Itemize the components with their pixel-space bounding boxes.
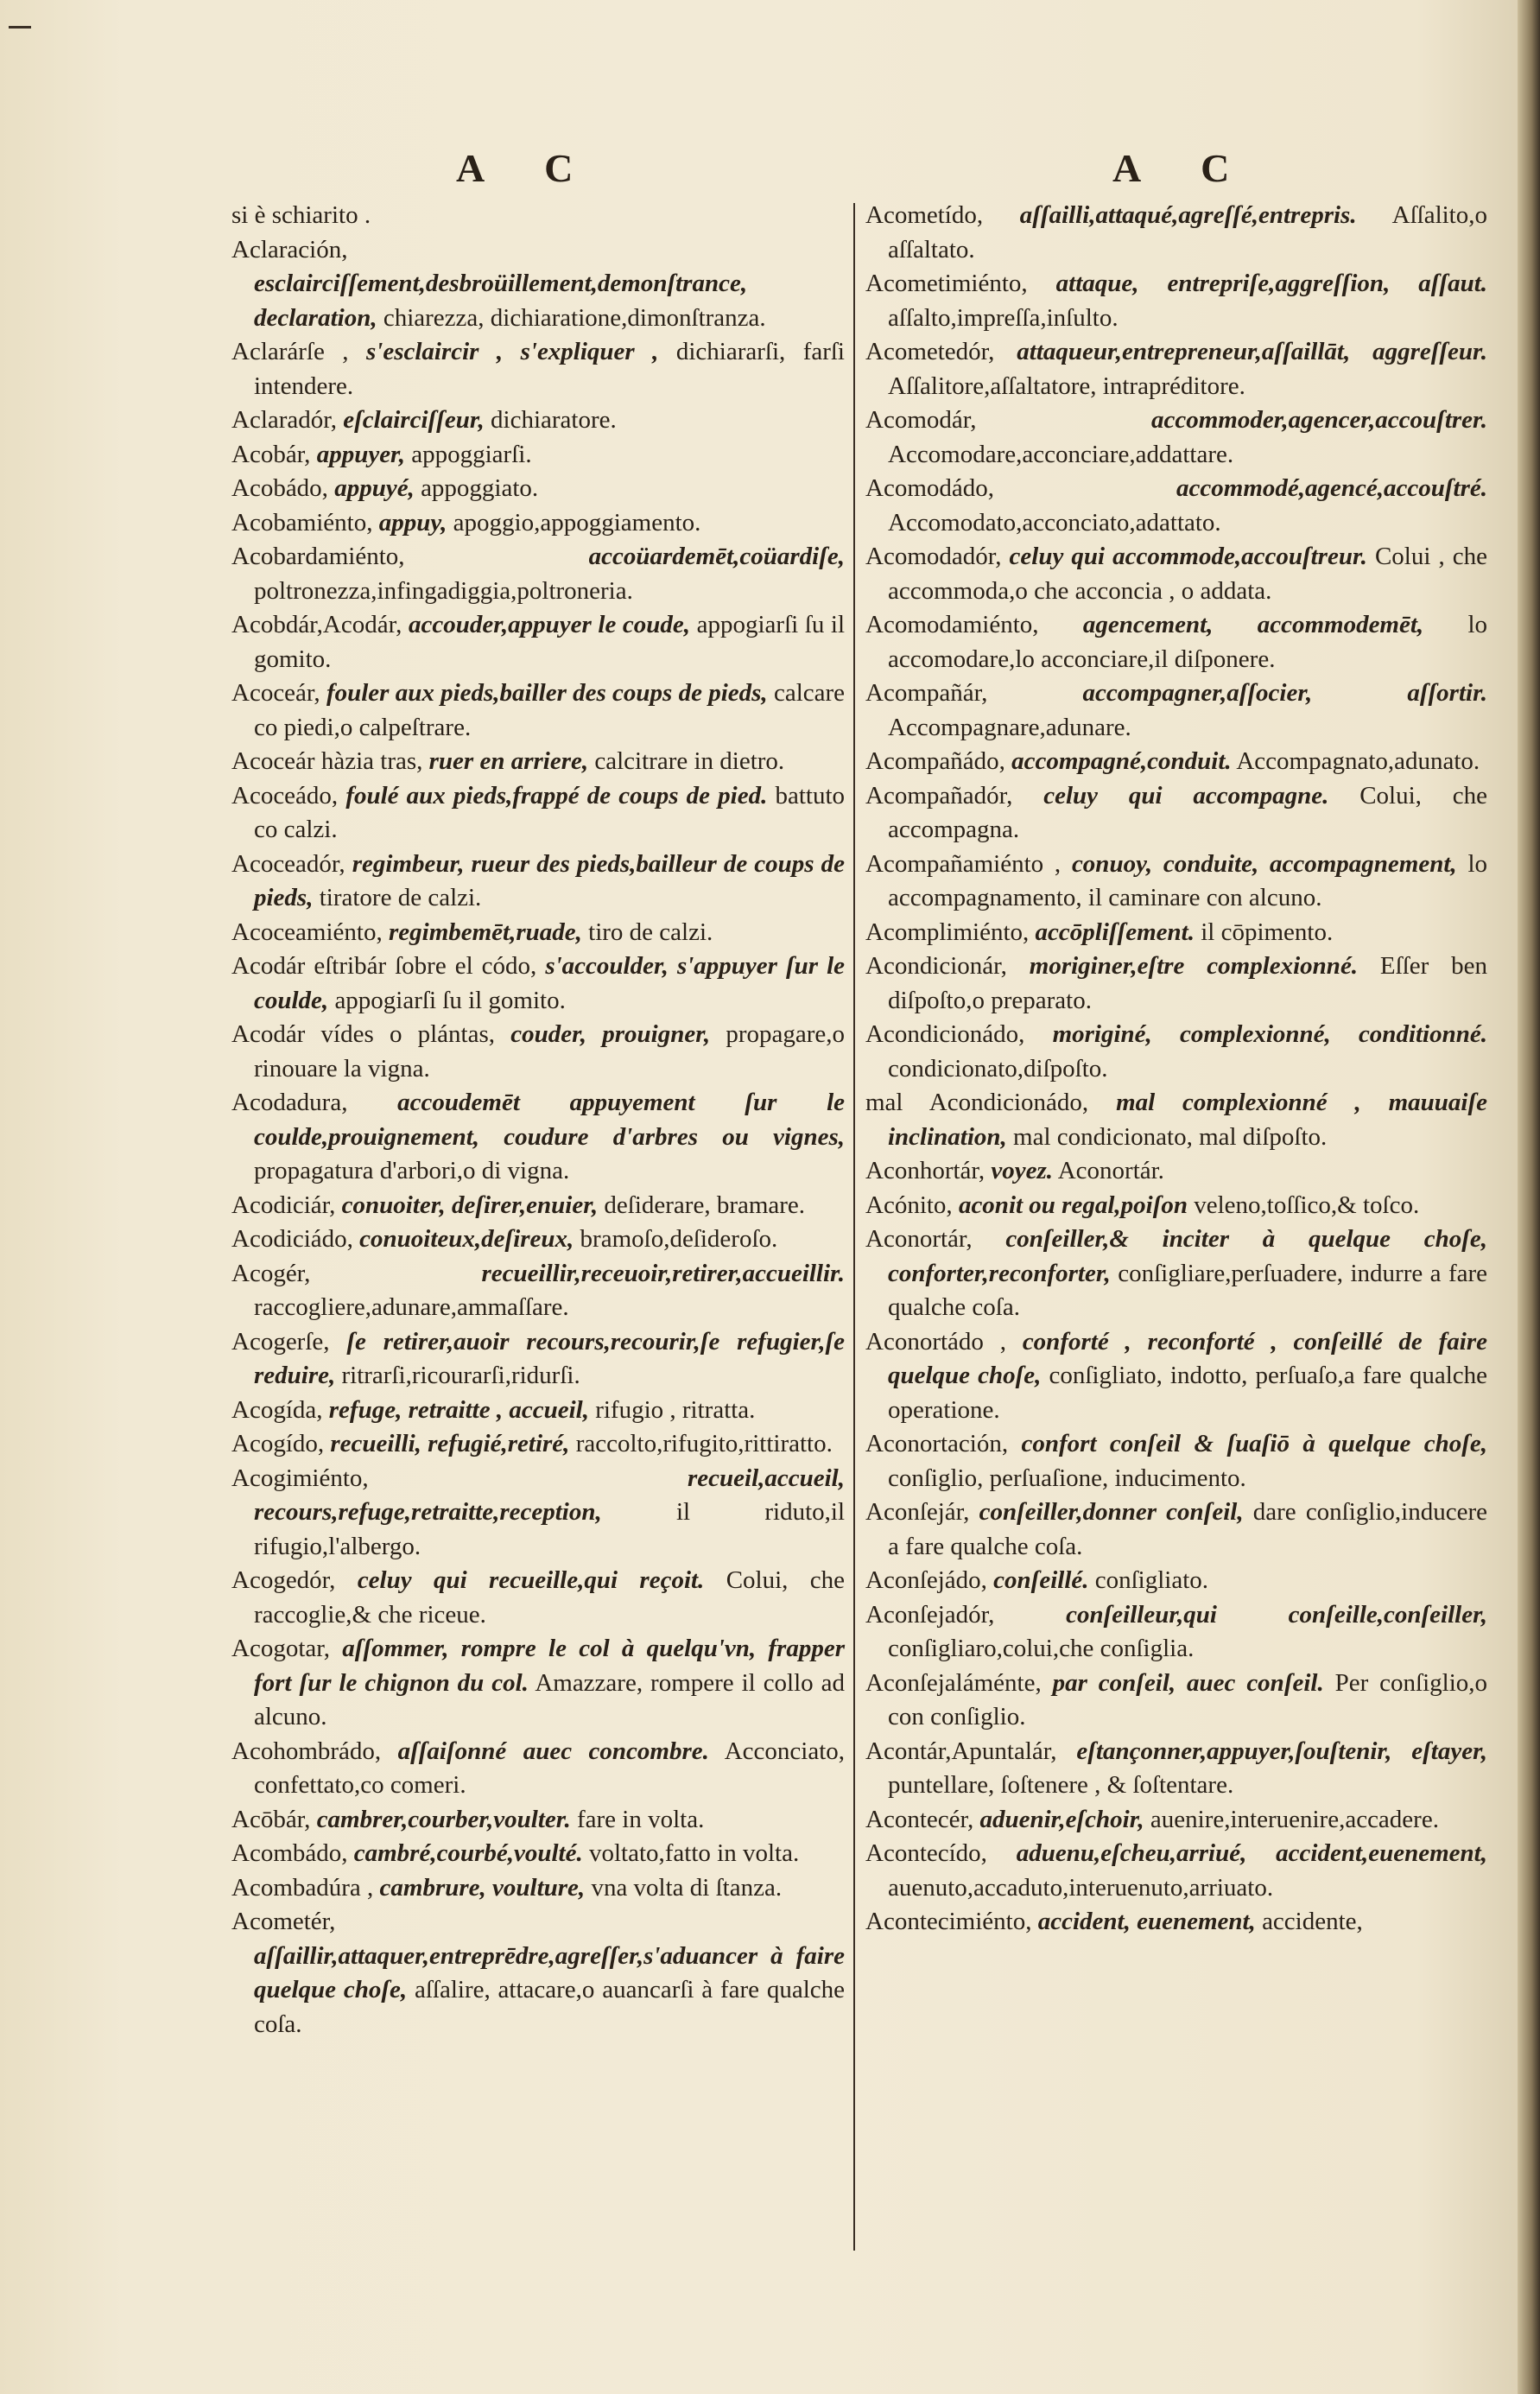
headword: Acometído, — [865, 201, 984, 229]
dictionary-entry — [231, 1632, 845, 1735]
french-gloss: celuy qui recueille,qui reçoit. — [357, 1566, 705, 1594]
headword: Aconſejaláménte, — [865, 1668, 1042, 1697]
dictionary-entry — [865, 949, 1487, 1018]
french-gloss: conſeillé. — [993, 1566, 1089, 1594]
headword: Acomodamiénto, — [865, 611, 1039, 638]
headword: Acontecér, — [865, 1805, 974, 1833]
french-gloss: cambré,courbé,voulté. — [353, 1839, 583, 1867]
headword: Acontár,Apuntalár, — [865, 1737, 1057, 1765]
italian-gloss: Accomodare,acconciare,addattare. — [888, 440, 1234, 468]
headword: Acometimiénto, — [865, 270, 1028, 297]
dictionary-entry — [231, 233, 845, 336]
italian-gloss: lo accomodare,lo acconciare,il diſponere. — [888, 611, 1488, 673]
french-gloss: appuyer, — [316, 440, 405, 468]
dictionary-entry — [231, 1189, 845, 1223]
headword: Aconſejár, — [865, 1498, 970, 1526]
headword: Acoceár, — [231, 679, 320, 707]
headword: Acombadúra , — [231, 1873, 374, 1902]
italian-gloss: si è schiarito . — [231, 201, 371, 229]
italian-gloss: il cōpimento. — [1201, 918, 1334, 946]
french-gloss: agencement, accommodemēt, — [1082, 611, 1424, 638]
italian-gloss: bramoſo,deſideroſo. — [580, 1225, 778, 1253]
french-gloss: eſtançonner,appuyer,ſouſtenir, eſtayer, — [1076, 1737, 1488, 1765]
dictionary-entry — [865, 1018, 1487, 1086]
headword: Acontecimiénto, — [865, 1908, 1032, 1935]
headword: Acobamiénto, — [231, 508, 373, 537]
french-gloss: recueillir,receuoir,retirer,accueillir. — [481, 1259, 845, 1287]
french-gloss: accompagné,conduit. — [1011, 747, 1232, 775]
dictionary-entry — [865, 1086, 1487, 1154]
french-gloss: aſſaillir,attaquer,entreprēdre,agreſſer,s'aduancer à faire quelque choſe, — [254, 1941, 845, 2003]
italian-gloss: conſigliaro,colui,che conſiglia. — [888, 1635, 1195, 1662]
dictionary-entry — [231, 608, 845, 676]
italian-gloss: rifugio , ritratta. — [595, 1395, 756, 1424]
dictionary-entry — [865, 472, 1487, 540]
dictionary-entry — [231, 779, 845, 848]
headword: Acoceadór, — [231, 849, 345, 878]
french-gloss: ruer en arriere, — [428, 747, 589, 775]
italian-gloss: appogiarſi ſu il gomito. — [254, 611, 846, 673]
italian-gloss: conſigliato. — [1094, 1566, 1209, 1594]
headword: Acometér, — [231, 1908, 336, 1935]
french-gloss: aſſommer, rompre le col à quelqu'vn, frapper fort ſur le chignon du col. — [254, 1635, 846, 1697]
italian-gloss: Aſſalitore,aſſaltatore, intrapréditore. — [888, 371, 1245, 400]
dictionary-entry — [231, 1325, 845, 1394]
italian-gloss: aſſalto,impreſſa,inſulto. — [888, 303, 1119, 332]
french-gloss: appuyé, — [334, 474, 415, 502]
dictionary-entry — [231, 848, 845, 916]
headword: Acogotar, — [231, 1635, 330, 1662]
italian-gloss: raccolto,rifugito,rittiratto. — [575, 1430, 833, 1457]
headword: Aclarárſe , — [231, 338, 349, 365]
headword: Aconhortár, — [865, 1157, 985, 1184]
french-gloss: conſeilleur,qui conſeille,conſeiller, — [1066, 1600, 1488, 1629]
dictionary-entry — [231, 1462, 845, 1565]
dictionary-entry — [865, 1189, 1487, 1223]
dictionary-entry — [865, 1803, 1487, 1838]
italian-gloss: propagare,o rinouare la vigna. — [254, 1020, 846, 1083]
headword: Acogída, — [231, 1395, 323, 1424]
dictionary-entry — [865, 540, 1487, 608]
french-gloss: aconit ou regal,poiſon — [958, 1191, 1188, 1219]
dictionary-entry — [231, 1086, 845, 1189]
italian-gloss: Aconortár. — [1057, 1157, 1164, 1184]
italian-gloss: deſiderare, bramare. — [604, 1191, 806, 1219]
italian-gloss: apoggio,appoggiamento. — [453, 508, 701, 537]
french-gloss: voyez. — [991, 1157, 1054, 1184]
french-gloss: cambrure, voulture, — [379, 1873, 586, 1902]
french-gloss: couder, prouigner, — [510, 1020, 711, 1048]
french-gloss: refuge, retraitte , accueil, — [328, 1395, 589, 1424]
headword: Acodadura, — [231, 1089, 348, 1116]
dictionary-entry — [231, 438, 845, 473]
french-gloss: conforté , reconforté , conſeillé de faire quelque choſe, — [888, 1327, 1487, 1389]
french-gloss: conuoiteux,deſireux, — [359, 1225, 574, 1253]
french-gloss: conuoiter, deſirer,enuier, — [341, 1191, 599, 1219]
french-gloss: aduenu,eſcheu,arriué, accident,euenement, — [1016, 1839, 1487, 1867]
french-gloss: par conſeil, auec conſeil. — [1052, 1668, 1324, 1697]
headword: Acompañadór, — [865, 781, 1013, 810]
headword: Acomodádo, — [865, 474, 994, 502]
dictionary-entry — [865, 1222, 1487, 1325]
dictionary-entry — [231, 1394, 845, 1428]
italian-gloss: appoggiarſi. — [411, 440, 532, 468]
dictionary-entry — [231, 1837, 845, 1871]
dictionary-entry — [865, 335, 1487, 403]
italian-gloss: accidente, — [1262, 1908, 1363, 1935]
dictionary-entry — [231, 1564, 845, 1632]
french-gloss: confort conſeil & ſuaſiō à quelque choſe, — [1021, 1430, 1488, 1457]
dictionary-entry — [865, 1427, 1487, 1495]
left-column-header: A C — [456, 146, 599, 190]
dictionary-entry — [865, 1564, 1487, 1598]
dictionary-entry — [865, 1905, 1487, 1940]
dictionary-entry — [231, 199, 845, 233]
dictionary-entry — [231, 403, 845, 438]
french-gloss: recueilli, refugié,retiré, — [330, 1430, 570, 1457]
headword: Acónito, — [865, 1191, 953, 1219]
french-gloss: s'accoulder, s'appuyer ſur le coulde, — [254, 952, 845, 1014]
italian-gloss: mal condicionato, mal diſpoſto. — [1013, 1122, 1328, 1151]
column-divider — [853, 203, 855, 2251]
headword: Acobdár,Acodár, — [231, 611, 402, 638]
dictionary-entry — [231, 1427, 845, 1462]
french-gloss: recueil,accueil, recours,refuge,retraitte,reception, — [254, 1464, 845, 1526]
headword: Acodár eſtribár ſobre el códo, — [231, 952, 537, 980]
headword: Aconortación, — [865, 1430, 1009, 1457]
french-gloss: esclairciſſement,desbroüillement,demonſtrance, declaration, — [254, 270, 748, 332]
dictionary-entry — [231, 676, 845, 745]
french-gloss: accommodé,agencé,accouſtré. — [1176, 474, 1487, 502]
headword: Acontecído, — [865, 1839, 987, 1867]
headword: Acōbár, — [231, 1805, 311, 1833]
italian-gloss: auenire,interuenire,accadere. — [1150, 1805, 1439, 1833]
dictionary-entry — [231, 1257, 845, 1325]
headword: Acoceádo, — [231, 781, 339, 810]
dictionary-entry — [865, 916, 1487, 950]
italian-gloss: appogiarſi ſu il gomito. — [334, 986, 566, 1014]
headword: Aconſejadór, — [865, 1600, 995, 1629]
headword: Aclaradór, — [231, 406, 338, 434]
italian-gloss: Eſſer ben diſpoſto,o preparato. — [888, 952, 1488, 1014]
french-gloss: mal complexionné , mauuaiſe inclination, — [888, 1089, 1487, 1151]
french-gloss: celuy qui accommode,accouſtreur. — [1009, 543, 1367, 570]
italian-gloss: calcitrare in dietro. — [594, 747, 785, 775]
headword: Acogér, — [231, 1259, 311, 1287]
french-gloss: regimbemēt,ruade, — [388, 918, 582, 946]
french-gloss: foulé aux pieds,frappé de coups de pied. — [345, 781, 768, 810]
headword: Acondicionár, — [865, 952, 1007, 980]
headword: Aconortádo , — [865, 1327, 1006, 1356]
french-gloss: attaque, entrepriſe,aggreſſion, aſſaut. — [1055, 270, 1488, 297]
dictionary-entry — [865, 1495, 1487, 1564]
italian-gloss: raccogliere,adunare,ammaſſare. — [254, 1293, 569, 1321]
dictionary-entry — [865, 779, 1487, 848]
french-gloss: fouler aux pieds,bailler des coups de pieds, — [326, 679, 768, 707]
italian-gloss: tiratore de calzi. — [319, 884, 482, 911]
dictionary-entry — [865, 1325, 1487, 1428]
french-gloss: accoüardemēt,coüardiſe, — [588, 543, 845, 570]
dictionary-entry — [865, 676, 1487, 745]
french-gloss: celuy qui accompagne. — [1043, 781, 1329, 810]
dictionary-entry — [231, 1871, 845, 1906]
dictionary-entry — [231, 745, 845, 779]
italian-gloss: auenuto,accaduto,interuenuto,arriuato. — [888, 1873, 1274, 1902]
french-gloss: accompagner,aſſocier, aſſortir. — [1082, 679, 1487, 707]
dictionary-entry — [865, 1667, 1487, 1735]
italian-gloss: Colui, che accompagna. — [888, 781, 1487, 843]
dictionary-entry — [231, 335, 845, 403]
french-gloss: aſſailli,attaqué,agreſſé,entrepris. — [1019, 201, 1357, 229]
italian-gloss: conſigliare,perſuadere, indurre a fare qualche coſa. — [888, 1259, 1487, 1321]
french-gloss: moriginé, complexionné, conditionné. — [1052, 1020, 1487, 1048]
headword: Acompañádo, — [865, 747, 1005, 775]
italian-gloss: puntellare, ſoſtenere , & ſoſtentare. — [888, 1771, 1234, 1799]
french-gloss: attaqueur,entrepreneur,aſſaillāt, aggreſſeur. — [1017, 338, 1487, 365]
italian-gloss: Per conſiglio,o con conſiglio. — [888, 1668, 1488, 1730]
french-gloss: regimbeur, rueur des pieds,bailleur de coups de pieds, — [254, 849, 846, 911]
dictionary-entry — [865, 199, 1487, 267]
dictionary-entry — [231, 472, 845, 506]
french-gloss: aduenir,eſchoir, — [979, 1805, 1144, 1833]
headword: Acogedór, — [231, 1566, 336, 1594]
dictionary-entry — [231, 1735, 845, 1803]
headword: Acogerſe, — [231, 1327, 330, 1356]
french-gloss: accommoder,agencer,accouſtrer. — [1150, 406, 1487, 434]
headword: Acobardamiénto, — [231, 543, 405, 570]
right-entries — [865, 199, 1487, 1940]
headword: Acobádo, — [231, 474, 328, 502]
dictionary-entry — [865, 608, 1487, 676]
italian-gloss: voltato,fatto in volta. — [588, 1839, 800, 1867]
french-gloss: aſſaiſonné auec concombre. — [397, 1737, 709, 1765]
italian-gloss: conſiglio, perſuaſione, inducimento. — [888, 1464, 1246, 1492]
dictionary-entry — [865, 267, 1487, 335]
italian-gloss: dare conſiglio,inducere a fare qualche coſa. — [888, 1498, 1487, 1560]
headword: Acodiciádo, — [231, 1225, 353, 1253]
headword: Acompañár, — [865, 679, 988, 707]
headword: Acogimiénto, — [231, 1464, 369, 1492]
italian-gloss: chiarezza, dichiaratione,dimonſtranza. — [383, 303, 766, 332]
dictionary-entry — [865, 1598, 1487, 1667]
italian-gloss: veleno,toſſico,& toſco. — [1194, 1191, 1420, 1219]
headword: Aconortár, — [865, 1225, 973, 1253]
headword: Acogído, — [231, 1430, 325, 1457]
dictionary-entry — [231, 1905, 845, 2042]
dictionary-entry — [231, 1222, 845, 1257]
french-gloss: cambrer,courber,voulter. — [316, 1805, 571, 1833]
italian-gloss: Colui, che raccoglie,& che riceue. — [254, 1566, 846, 1629]
italian-gloss: dichiararſi, farſi intendere. — [254, 338, 845, 400]
dictionary-entry — [865, 1735, 1487, 1803]
italian-gloss: battuto co calzi. — [254, 781, 846, 843]
french-gloss: appuy, — [378, 508, 447, 537]
french-gloss: conſeiller,donner conſeil, — [979, 1498, 1244, 1526]
dictionary-entry — [231, 506, 845, 541]
french-gloss: conuoy, conduite, accompagnement, — [1071, 849, 1457, 878]
headword: Acompañamiénto , — [865, 849, 1062, 878]
french-gloss: ſe retirer,auoir recours,recourir,ſe refugier,ſe reduire, — [254, 1327, 845, 1389]
headword: Acobár, — [231, 440, 311, 468]
headword: Acoceamiénto, — [231, 918, 383, 946]
headword: Aclaración, — [231, 235, 348, 264]
italian-gloss: Acconciato, confettato,co comeri. — [254, 1737, 845, 1799]
italian-gloss: appoggiato. — [421, 474, 539, 502]
dictionary-entry — [231, 949, 845, 1018]
italian-gloss: il riduto,il rifugio,l'albergo. — [254, 1498, 846, 1560]
italian-gloss: aſſalire, attacare,o auancarſi à fare qualche coſa. — [254, 1976, 845, 2038]
page-edge — [1518, 0, 1540, 2394]
french-gloss: s'esclaircir , s'expliquer , — [365, 338, 659, 365]
dictionary-entry — [865, 745, 1487, 779]
headword: Acondicionádo, — [865, 1020, 1025, 1048]
headword: Aconſejádo, — [865, 1566, 987, 1594]
french-gloss: accident, euenement, — [1037, 1908, 1256, 1935]
italian-gloss: Accompagnare,adunare. — [888, 713, 1131, 741]
italian-gloss: Accomodato,acconciato,adattato. — [888, 508, 1221, 537]
headword: Acometedór, — [865, 338, 995, 365]
italian-gloss: Colui , che accommoda,o che acconcia , o addata. — [888, 543, 1488, 605]
italian-gloss: poltronezza,infingadiggia,poltroneria. — [254, 576, 633, 605]
headword: Acodiciár, — [231, 1191, 336, 1219]
french-gloss: accōpliſſement. — [1035, 918, 1195, 946]
ink-mark — [9, 26, 31, 29]
headword: Acodár vídes o plántas, — [231, 1020, 496, 1048]
french-gloss: eſclairciſſeur, — [343, 406, 485, 434]
italian-gloss: tiro de calzi. — [588, 918, 713, 946]
dictionary-entry — [231, 540, 845, 608]
dictionary-entry — [865, 403, 1487, 472]
dictionary-entry — [865, 1837, 1487, 1905]
headword: mal Acondicionádo, — [865, 1089, 1089, 1116]
dictionary-entry — [865, 848, 1487, 916]
italian-gloss: condicionato,diſpoſto. — [888, 1054, 1108, 1083]
italian-gloss: vna volta di ſtanza. — [591, 1873, 783, 1902]
right-column-header: A C — [1112, 146, 1256, 190]
dictionary-entry — [231, 916, 845, 950]
french-gloss: conſeiller,& inciter à quelque choſe, conforter,reconforter, — [888, 1225, 1488, 1287]
headword: Acombádo, — [231, 1839, 348, 1867]
dictionary-entry — [865, 1154, 1487, 1189]
headword: Acomplimiénto, — [865, 918, 1030, 946]
italian-gloss: dichiaratore. — [491, 406, 617, 434]
italian-gloss: Aſſalito,o aſſaltato. — [888, 201, 1487, 264]
headword: Acomodár, — [865, 406, 977, 434]
italian-gloss: Accompagnato,adunato. — [1236, 747, 1480, 775]
dictionary-entry — [231, 1803, 845, 1838]
headword: Acomodadór, — [865, 543, 1002, 570]
italian-gloss: lo accompagnamento, il caminare con alcuno. — [888, 849, 1487, 911]
italian-gloss: conſigliato, indotto, perſuaſo,a fare qualche operatione. — [888, 1362, 1487, 1424]
italian-gloss: propagatura d'arbori,o di vigna. — [254, 1157, 570, 1184]
italian-gloss: calcare co piedi,o calpeſtrare. — [254, 679, 846, 741]
headword: Acohombrádo, — [231, 1737, 382, 1765]
dictionary-entry — [231, 1018, 845, 1086]
italian-gloss: fare in volta. — [576, 1805, 705, 1833]
headword: Acoceár hàzia tras, — [231, 747, 423, 775]
french-gloss: accoudemēt appuyement ſur le coulde,prouignement, coudure d'arbres ou vignes, — [254, 1089, 845, 1151]
italian-gloss: Amazzare, rompere il collo ad alcuno. — [254, 1668, 846, 1730]
french-gloss: accouder,appuyer le coude, — [408, 611, 691, 638]
italian-gloss: ritrarſi,ricourarſi,ridurſi. — [341, 1362, 580, 1389]
left-entries — [231, 199, 845, 2042]
french-gloss: moriginer,eſtre complexionné. — [1029, 952, 1359, 980]
